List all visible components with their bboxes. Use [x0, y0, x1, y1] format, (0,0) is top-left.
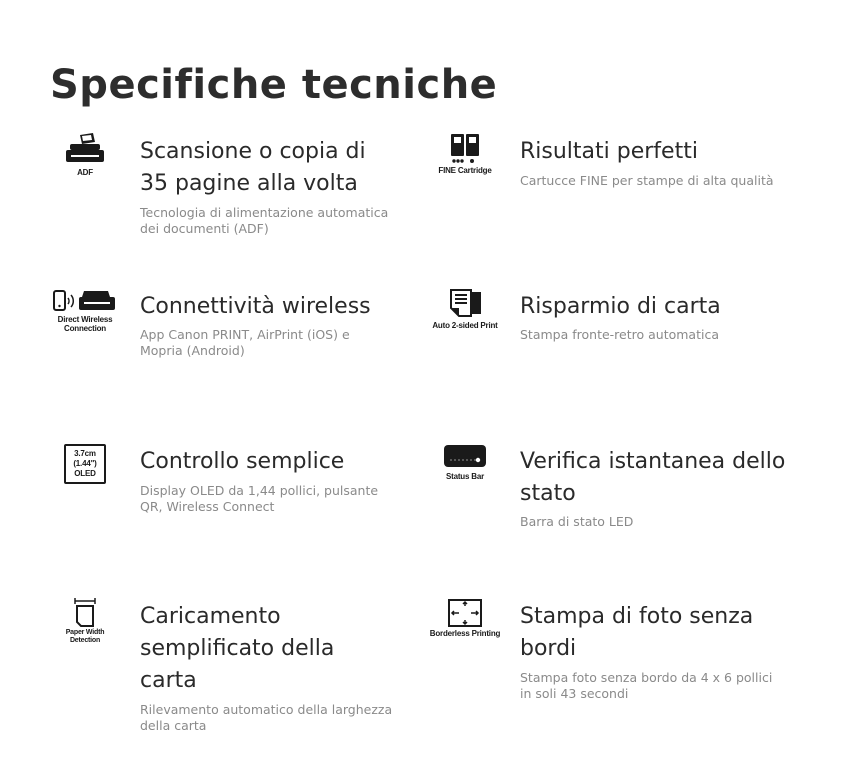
feature-description: Barra di stato LED: [520, 514, 634, 529]
feature-description: Display OLED da 1,44 pollici, pulsante QR, Wireless Connect: [140, 483, 379, 514]
feature-title: Connettività wireless: [140, 294, 371, 319]
feature-title: Verifica istantanea dello stato: [520, 449, 786, 506]
adf-scanner-icon: ADF: [50, 133, 120, 193]
feature-title: Stampa di foto senza bordi: [520, 604, 754, 661]
status-bar-icon: Status Bar: [430, 443, 500, 503]
borderless-printing-icon: Borderless Printing: [430, 598, 500, 658]
feature-title: Risultati perfetti: [520, 139, 698, 164]
direct-wireless-icon: Direct Wireless Connection: [50, 288, 120, 348]
oled-display-icon: 3.7cm (1.44") OLED: [50, 443, 120, 503]
feature-title: Scansione o copia di 35 pagine alla volta: [140, 139, 366, 196]
feature-description: Rilevamento automatico della larghezza della carta: [140, 702, 393, 733]
feature-description: Cartucce FINE per stampe di alta qualità: [520, 173, 774, 188]
feature-description: Stampa foto senza bordo da 4 x 6 pollici in soli 43 secondi: [520, 670, 773, 701]
feature-description: Tecnologia di alimentazione automatica dei documenti (ADF): [140, 205, 389, 236]
page-title: Specifiche tecniche: [50, 62, 498, 108]
feature-title: Risparmio di carta: [520, 294, 721, 319]
fine-cartridge-icon: FINE Cartridge: [430, 133, 500, 193]
feature-title: Caricamento semplificato della carta: [140, 604, 335, 693]
feature-description: App Canon PRINT, AirPrint (iOS) e Mopria (Android): [140, 327, 350, 358]
feature-title: Controllo semplice: [140, 449, 345, 474]
feature-description: Stampa fronte-retro automatica: [520, 327, 719, 342]
auto-2-sided-print-icon: Auto 2-sided Print: [430, 288, 500, 348]
paper-width-detection-icon: Paper Width Detection: [50, 598, 120, 658]
